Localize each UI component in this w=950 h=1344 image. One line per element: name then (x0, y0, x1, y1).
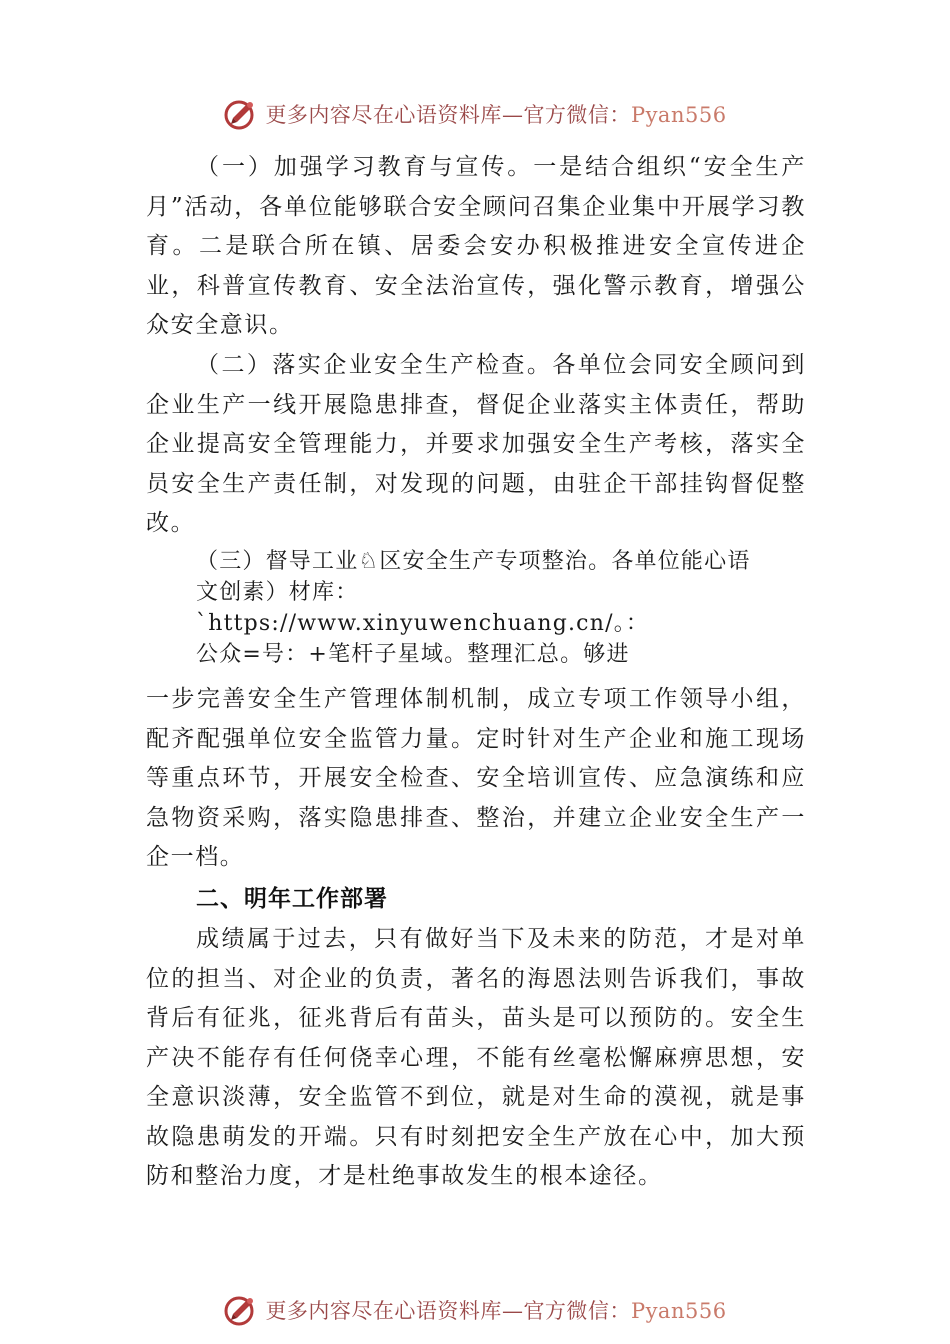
section-heading: 二、明年工作部署 (196, 885, 388, 912)
paragraph-3-continued: 一步完善安全生产管理体制机制，成立专项工作领导小组， 配齐配强单位安全监管力量。定时针对生产企业和施工现场等重点环节，开展安全检查、安全培训宣传、应急演练和应急物资采购，落实隐患排查、整治，并建立企业安全生产一企一档。 (146, 685, 806, 871)
paragraph-3-line-2: 文创素）材库：`https://www.xinyuwenchuang.cn/。： (196, 579, 650, 636)
paragraph-3-garbled (196, 544, 806, 680)
paragraph-3-line-3: 公众=号：+笔杆子星域。整理汇总。够进 (196, 641, 630, 667)
paragraph-2: （二）落实企业安全生产检查。各单位会同安全顾问到企业生产一线开展隐患排查，督促企业落实主体责任，帮助企业提高安全管理能力，并要求加强安全生产考核，落实全员安全生产责任制，对发现的问题，由驻企干部挂钩督促整改。 (146, 351, 806, 537)
paragraph-3-line-1: （三）督导工业♘区安全生产专项整治。各单位能心语 (196, 548, 751, 574)
wechat-id: Pyan556 (630, 1299, 727, 1323)
footer-banner (0, 1290, 950, 1330)
banner-text: 更多内容尽在心语资料库—官方微信：Pyan556 (265, 103, 727, 127)
pen-logo-icon (223, 96, 259, 132)
wechat-id: Pyan556 (630, 103, 727, 127)
paragraph-1: （一）加强学习教育与宣传。一是结合组织“安全生产月”活动，各单位能够联合安全顾问召集企业集中开展学习教育。二是联合所在镇、居委会安办积极推进安全宣传进企业，科普宣传教育、安全法治宣传，强化警示教育，增强公众安全意识。 (146, 154, 806, 339)
banner-text: 更多内容尽在心语资料库—官方微信：Pyan556 (265, 1299, 727, 1323)
paragraph-4: 成绩属于过去，只有做好当下及未来的防范，才是对单位的担当、对企业的负责，著名的海恩法则告诉我们，事故背后有征兆，征兆背后有苗头，苗头是可以预防的。安全生产决不能存有任何侥幸心理，不能有丝毫松懈麻痹思想，安全意识淡薄，安全监管不到位，就是对生命的漠视，就是事故隐患萌发的开端。只有时刻把安全生产放在心中，加大预防和整治力度，才是杜绝事故发生的根本途径。 (146, 925, 806, 1190)
header-banner (0, 94, 950, 134)
pen-logo-icon (223, 1292, 259, 1328)
document-body (146, 148, 806, 1197)
